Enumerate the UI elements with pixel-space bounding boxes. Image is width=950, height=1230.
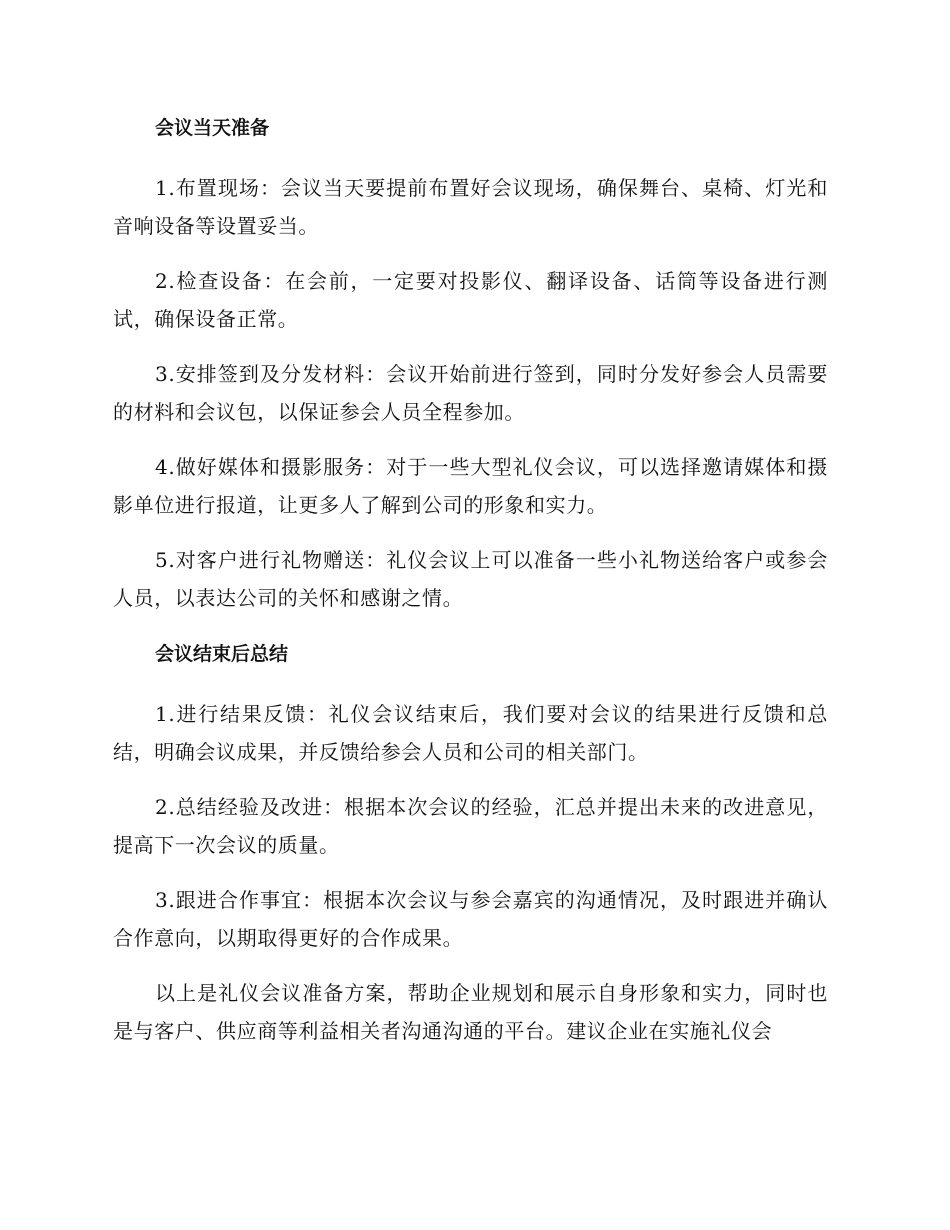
- paragraph-check-equipment: 2.检查设备：在会前，一定要对投影仪、翻译设备、话筒等设备进行测试，确保设备正常。: [113, 269, 828, 331]
- paragraph-lessons-improvement: 2.总结经验及改进：根据本次会议的经验，汇总并提出未来的改进意见，提高下一次会议的质量。: [113, 795, 828, 857]
- section-heading-day-of-preparation: 会议当天准备: [155, 117, 270, 139]
- paragraph-sign-in-materials: 3.安排签到及分发材料：会议开始前进行签到，同时分发好参会人员需要的材料和会议包，以保证参会人员全程参加。: [113, 362, 828, 424]
- section-heading-post-meeting-summary: 会议结束后总结: [155, 643, 289, 665]
- paragraph-follow-up-cooperation: 3.跟进合作事宜：根据本次会议与参会嘉宾的沟通情况，及时跟进并确认合作意向，以期取得更好的合作成果。: [113, 888, 828, 950]
- paragraph-arrange-venue: 1.布置现场：会议当天要提前布置好会议现场，确保舞台、桌椅、灯光和音响设备等设置妥当。: [113, 176, 828, 238]
- paragraph-client-gifts: 5.对客户进行礼物赠送：礼仪会议上可以准备一些小礼物送给客户或参会人员，以表达公司的关怀和感谢之情。: [113, 548, 828, 610]
- paragraph-result-feedback: 1.进行结果反馈：礼仪会议结束后，我们要对会议的结果进行反馈和总结，明确会议成果，并反馈给参会人员和公司的相关部门。: [113, 702, 828, 764]
- document-body: [113, 108, 828, 1067]
- paragraph-conclusion: 以上是礼仪会议准备方案，帮助企业规划和展示自身形象和实力，同时也是与客户、供应商等利益相关者沟通沟通的平台。建议企业在实施礼仪会: [113, 981, 828, 1043]
- paragraph-media-photography: 4.做好媒体和摄影服务：对于一些大型礼仪会议，可以选择邀请媒体和摄影单位进行报道，让更多人了解到公司的形象和实力。: [113, 455, 828, 517]
